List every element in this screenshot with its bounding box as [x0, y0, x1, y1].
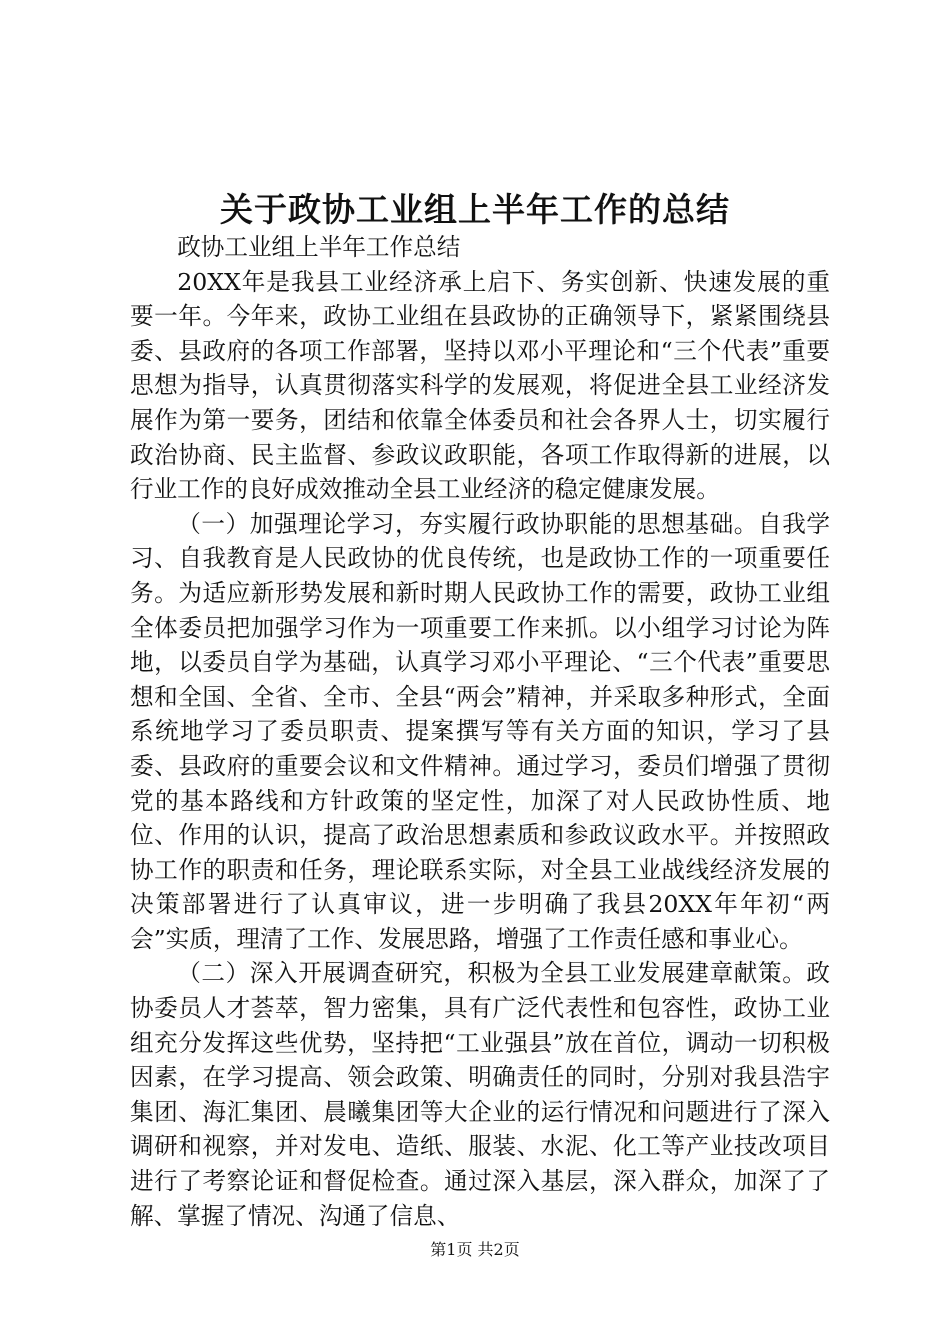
document-subtitle: 政协工业组上半年工作总结 [177, 233, 461, 261]
paragraph-intro: 20XX年是我县工业经济承上启下、务实创新、快速发展的重要一年。今年来，政协工业组在县政协的正确领导下，紧紧围绕县委、县政府的各项工作部署，坚持以邓小平理论和“三个代表”重要思想为指导，认真贯彻落实科学的发展观，将促进全县工业经济发展作为第一要务，团结和依靠全体委员和社会各界人士，切实履行政治协商、民主监督、参政议政职能，各项工作取得新的进展，以行业工作的良好成效推动全县工业经济的稳定健康发展。 [130, 267, 830, 504]
paragraph-section-2: （二）深入开展调查研究，积极为全县工业发展建章献策。政协委员人才荟萃，智力密集，具有广泛代表性和包容性，政协工业组充分发挥这些优势，坚持把“工业强县”放在首位，调动一切积极因素，在学习提高、领会政策、明确责任的同时，分别对我县浩宇集团、海汇集团、晨曦集团等大企业的运行情况和问题进行了深入调研和视察，并对发电、造纸、服装、水泥、化工等产业技改项目进行了考察论证和督促检查。通过深入基层，深入群众，加深了了解、掌握了情况、沟通了信息、 [130, 959, 830, 1230]
paragraph-section-1: （一）加强理论学习，夯实履行政协职能的思想基础。自我学习、自我教育是人民政协的优良传统，也是政协工作的一项重要任务。为适应新形势发展和新时期人民政协工作的需要，政协工业组全体委员把加强学习作为一项重要工作来抓。以小组学习讨论为阵地，以委员自学为基础，认真学习邓小平理论、“三个代表”重要思想和全国、全省、全市、全县“两会”精神，并采取多种形式，全面系统地学习了委员职责、提案撰写等有关方面的知识，学习了县委、县政府的重要会议和文件精神。通过学习，委员们增强了贯彻党的基本路线和方针政策的坚定性，加深了对人民政协性质、地位、作用的认识，提高了政治思想素质和参政议政水平。并按照政协工作的职责和任务，理论联系实际，对全县工业战线经济发展的决策部署进行了认真审议，进一步明确了我县20XX年年初“两会”实质，理清了工作、发展思路，增强了工作责任感和事业心。 [130, 509, 830, 953]
document-title: 关于政协工业组上半年工作的总结 [220, 190, 730, 229]
page-number-footer: 第1页 共2页 [430, 1240, 520, 1259]
document-body [130, 230, 830, 1233]
